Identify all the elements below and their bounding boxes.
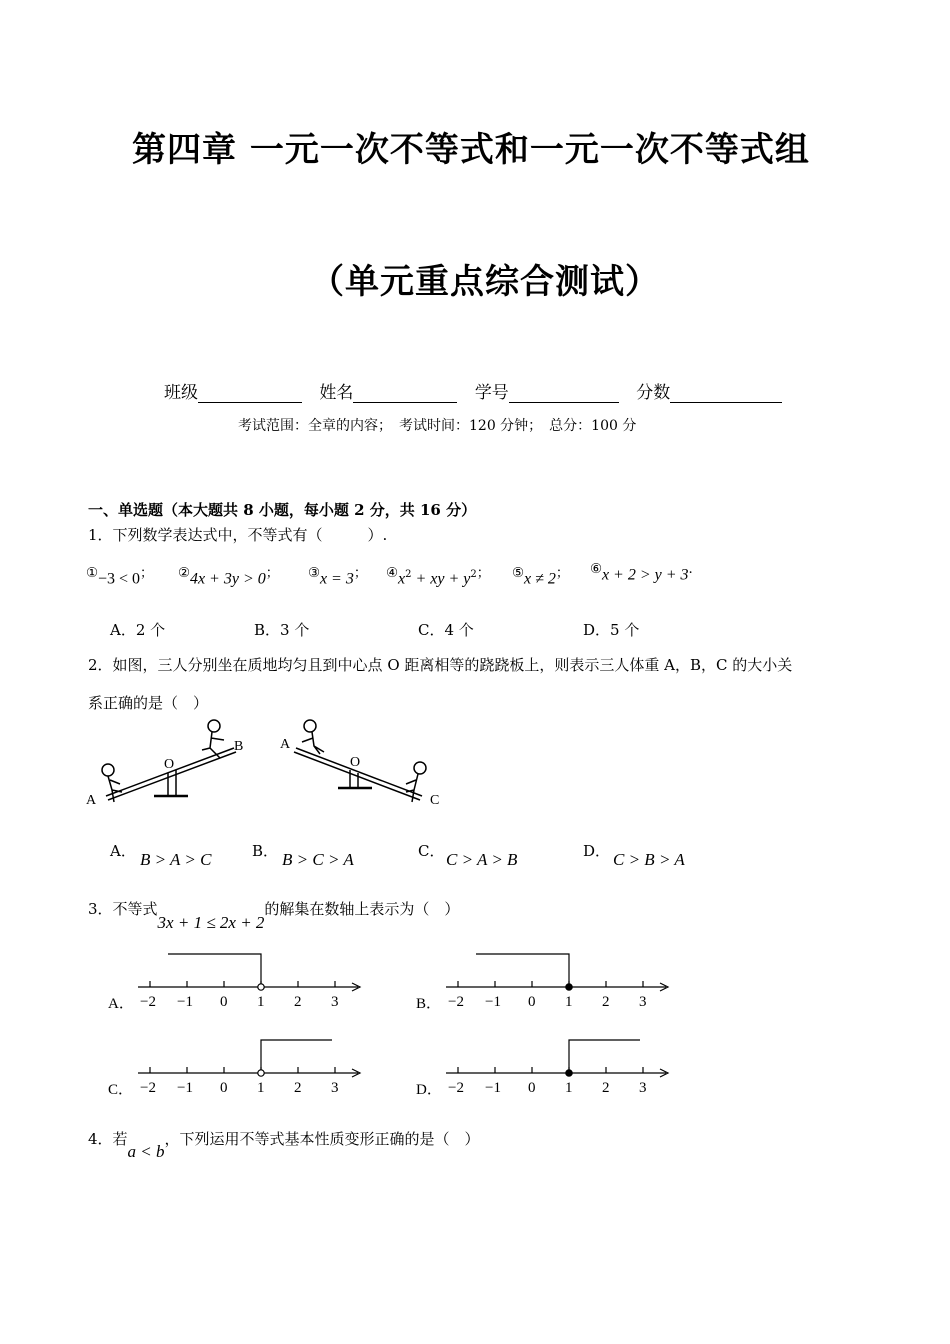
svg-text:−2: −2 <box>448 994 464 1010</box>
q1-item-5: ⑤x ≠ 2； <box>512 566 570 588</box>
svg-text:0: 0 <box>528 1080 536 1096</box>
q1-item-2: ②4x + 3y > 0； <box>178 566 280 588</box>
question-3-stem: 3．不等式3x + 1 ≤ 2x + 2的解集在数轴上表示为（ ） <box>88 900 460 932</box>
q1-item-6: ⑥x + 2 > y + 3. <box>590 562 693 584</box>
circled-number: ⑤ <box>512 566 524 581</box>
circled-number: ③ <box>308 566 320 581</box>
svg-text:0: 0 <box>528 994 536 1010</box>
option-letter: B． <box>416 996 442 1012</box>
q2-option-c[interactable]: C． C > A > B <box>418 842 518 869</box>
svg-text:3: 3 <box>639 1080 647 1096</box>
label-right-o: O <box>350 755 361 770</box>
option-letter: D． <box>416 1082 442 1098</box>
exam-info: 考试范围：全章的内容； 考试时间：120 分钟； 总分：100 分 <box>238 418 637 434</box>
svg-text:2: 2 <box>294 1080 302 1096</box>
svg-text:−1: −1 <box>177 1080 193 1096</box>
q1-option-b[interactable]: B．3 个 <box>254 621 310 639</box>
question-2-stem-line2: 系正确的是（ ） <box>88 694 209 712</box>
svg-text:−1: −1 <box>485 994 501 1010</box>
svg-text:0: 0 <box>220 994 228 1010</box>
number-line-d[interactable] <box>416 1034 686 1104</box>
section-heading: 一、单选题（本大题共 8 小题，每小题 2 分，共 16 分） <box>88 501 477 519</box>
circled-number: ① <box>86 566 98 581</box>
page-subtitle: （单元重点综合测试） <box>310 262 660 302</box>
q1-option-d[interactable]: D．5 个 <box>583 621 640 639</box>
option-letter: A． <box>108 996 134 1012</box>
svg-text:2: 2 <box>602 1080 610 1096</box>
q2-option-b[interactable]: B． B > C > A <box>252 842 354 869</box>
label-left-o: O <box>164 757 175 772</box>
q1-item-4: $^④x^2$ + xy + $y^{2;}$ <box>386 566 491 588</box>
question-1-stem: 1．下列数学表达式中，不等式有（ ）. <box>88 526 388 544</box>
label-left-b: B <box>234 739 244 754</box>
svg-text:−1: −1 <box>177 994 193 1010</box>
svg-text:1: 1 <box>565 994 573 1010</box>
q2-option-d[interactable]: D． C > B > A <box>583 842 685 869</box>
svg-text:3: 3 <box>639 994 647 1010</box>
svg-text:−2: −2 <box>140 994 156 1010</box>
page-title: 第四章 一元一次不等式和一元一次不等式组 <box>132 130 810 170</box>
circled-number: ⑥ <box>590 562 602 577</box>
q1-option-c[interactable]: C．4 个 <box>418 621 474 639</box>
name-label: 姓名 <box>319 383 354 403</box>
label-right-c: C <box>430 793 440 808</box>
question-2-stem-line1: 2．如图，三人分别坐在质地均匀且到中心点 O 距离相等的跷跷板上，则表示三人体重 A，B，C 的大小关 <box>88 656 793 674</box>
q1-item-1: ①−3 < 0； <box>86 566 154 588</box>
label-left-a: A <box>86 793 97 808</box>
svg-text:−2: −2 <box>448 1080 464 1096</box>
q1-option-a[interactable]: A．2 个 <box>110 621 166 639</box>
svg-text:1: 1 <box>565 1080 573 1096</box>
class-field[interactable] <box>198 384 302 403</box>
option-letter: C． <box>108 1082 134 1098</box>
score-field[interactable] <box>670 384 782 403</box>
svg-text:3: 3 <box>331 994 339 1010</box>
q1-item-3: ③x = 3； <box>308 566 368 588</box>
svg-text:0: 0 <box>220 1080 228 1096</box>
svg-text:−1: −1 <box>485 1080 501 1096</box>
svg-text:2: 2 <box>294 994 302 1010</box>
student-id-field[interactable] <box>509 384 619 403</box>
number-line-b[interactable] <box>416 948 686 1018</box>
circled-number: ② <box>178 566 190 581</box>
student-info-row <box>164 378 782 403</box>
number-line-c[interactable] <box>108 1034 378 1104</box>
student-id-label: 学号 <box>474 383 509 403</box>
svg-text:−2: −2 <box>140 1080 156 1096</box>
svg-text:1: 1 <box>257 1080 265 1096</box>
q2-option-a[interactable]: A． B > A > C <box>110 842 212 869</box>
score-label: 分数 <box>636 383 671 403</box>
class-label: 班级 <box>164 383 198 403</box>
name-field[interactable] <box>353 384 457 403</box>
seesaw-figure <box>84 718 464 818</box>
svg-text:2: 2 <box>602 994 610 1010</box>
number-line-a[interactable] <box>108 948 378 1018</box>
svg-text:3: 3 <box>331 1080 339 1096</box>
svg-text:1: 1 <box>257 994 265 1010</box>
label-right-a: A <box>280 737 291 752</box>
question-4-stem: 4．若a < b，下列运用不等式基本性质变形正确的是（ ） <box>88 1130 480 1161</box>
circled-number: ④ <box>386 566 398 581</box>
